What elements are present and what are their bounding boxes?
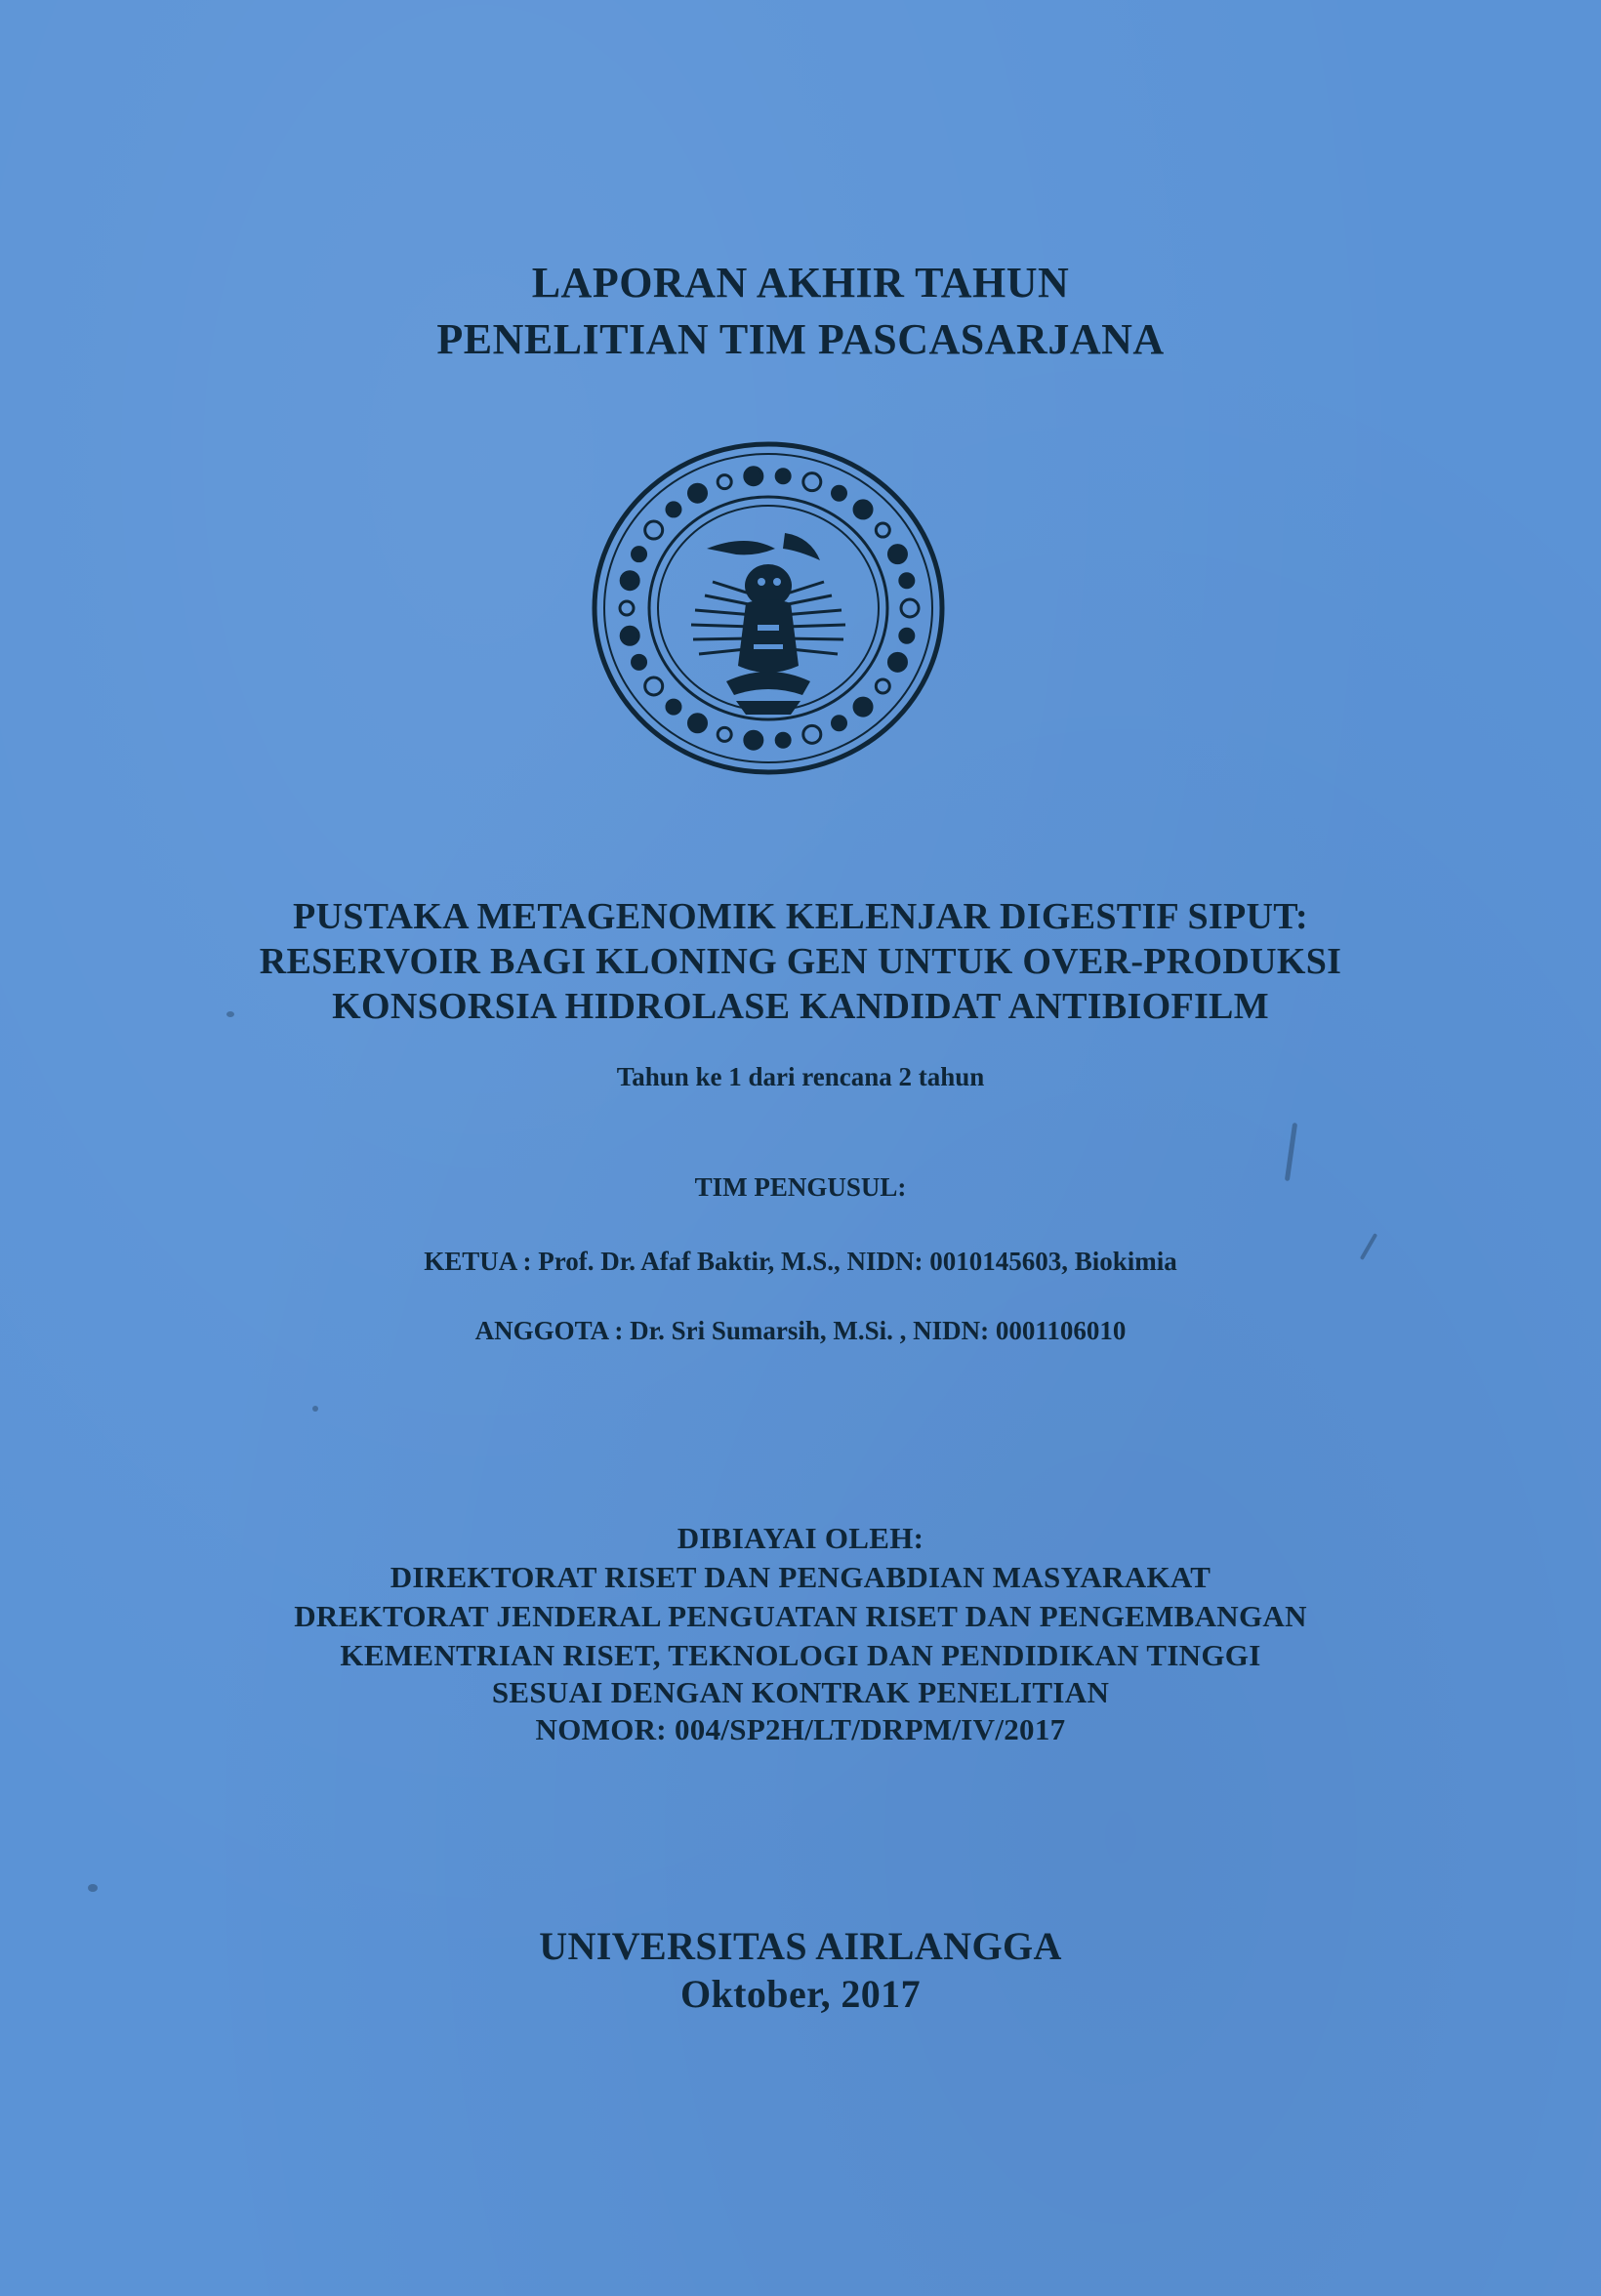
team-member: ANGGOTA : Dr. Sri Sumarsih, M.Si. , NIDN: 0001106010 [474,1316,1127,1345]
seal-bead [803,725,821,743]
research-title-line-3: KONSORSIA HIDROLASE KANDIDAT ANTIBIOFILM [332,986,1269,1027]
seal-bead [689,715,707,732]
seal-bead [718,727,731,741]
seal-bead [776,733,790,747]
scan-speck [88,1884,98,1892]
seal-bead [621,572,638,590]
scan-speck [226,1011,234,1017]
seal-bead [633,548,646,561]
funding-directorate: DIREKTORAT RISET DAN PENGABDIAN MASYARAKAT [390,1560,1211,1594]
report-type-line-1: LAPORAN AKHIR TAHUN [531,259,1070,307]
research-title-line-2: RESERVOIR BAGI KLONING GEN UNTUK OVER-PRODUKSI [259,941,1342,982]
seal-bead [854,501,872,518]
university-seal-icon [590,439,947,777]
funding-contract-number: NOMOR: 004/SP2H/LT/DRPM/IV/2017 [535,1712,1066,1746]
seal-bead [645,521,663,539]
team-heading: TIM PENGUSUL: [694,1172,907,1202]
research-title-line-1: PUSTAKA METAGENOMIK KELENJAR DIGESTIF SIPUT: [292,896,1309,937]
scan-speck [1285,1123,1297,1181]
seal-bead [803,473,821,491]
seal-bead [776,470,790,483]
seal-bead [900,629,914,642]
seal-bead [645,677,663,695]
funding-contract: SESUAI DENGAN KONTRAK PENELITIAN [491,1675,1110,1709]
seal-bead [876,679,889,693]
seal-bead [833,717,846,730]
report-type-line-2: PENELITIAN TIM PASCASARJANA [436,315,1165,363]
seal-bead [667,503,680,516]
funding-heading: DIBIAYAI OLEH: [677,1521,924,1555]
funding-directorate-general: DREKTORAT JENDERAL PENGUATAN RISET DAN PENGEMBANGAN [294,1599,1307,1633]
seal-bead [888,653,906,671]
seal-bead [689,484,707,502]
scan-speck [312,1406,318,1412]
seal-bead [620,601,634,615]
seal-bead [900,574,914,588]
seal-bead [718,475,731,489]
seal-bead [901,599,919,617]
seal-bead [833,486,846,500]
publication-date: Oktober, 2017 [680,1972,921,2016]
seal-bead [854,698,872,716]
institution-name: UNIVERSITAS AIRLANGGA [539,1924,1062,1968]
year-note: Tahun ke 1 dari rencana 2 tahun [616,1062,985,1091]
seal-bead [633,655,646,669]
seal-bead [621,627,638,644]
seal-bead [888,546,906,563]
seal-bead [667,700,680,714]
seal-bead [745,468,762,485]
team-leader: KETUA : Prof. Dr. Afaf Baktir, M.S., NIDN: 0010145603, Biokimia [424,1247,1177,1276]
seal-bead [876,523,889,537]
funding-ministry: KEMENTRIAN RISET, TEKNOLOGI DAN PENDIDIKAN TINGGI [340,1638,1261,1672]
seal-bead [745,731,762,749]
